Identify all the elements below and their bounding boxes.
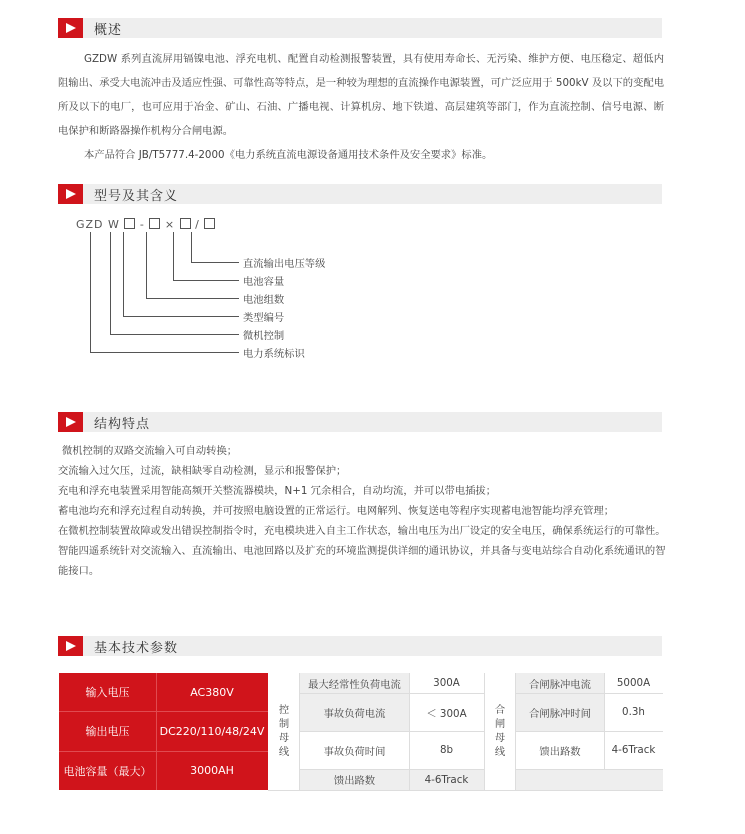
param-value: 8b bbox=[439, 744, 454, 756]
param-value: 5000A bbox=[616, 677, 651, 689]
param-key: 馈出路数 bbox=[300, 769, 409, 790]
model-times: × bbox=[164, 218, 176, 231]
section-title: 基本技术参数 bbox=[94, 641, 179, 656]
feature-list bbox=[58, 441, 668, 581]
param-value: 4-6Track bbox=[611, 744, 656, 756]
divider bbox=[484, 673, 485, 790]
model-label: 电力系统标识 bbox=[243, 348, 305, 360]
play-arrow-icon bbox=[58, 636, 83, 656]
model-label: 电池组数 bbox=[243, 294, 285, 306]
param-value: 4-6Track bbox=[409, 769, 484, 790]
section-title: 结构特点 bbox=[94, 417, 151, 432]
param-key: 事故负荷时间 bbox=[323, 745, 386, 758]
model-label: 直流输出电压等级 bbox=[243, 258, 326, 270]
feature-item: 智能四遥系统针对交流输入、直流输出、电池回路以及扩充的环境监测提供详细的通讯协议，并具备与变电站综合自动化系统通讯的智能接口。 bbox=[58, 545, 666, 577]
section-title: 型号及其含义 bbox=[94, 189, 179, 204]
model-prefix: GZD bbox=[76, 218, 104, 231]
divider bbox=[268, 790, 663, 791]
feature-item: 充电和浮充电装置采用智能高频开关整流器模块，N+1 冗余相合，自动均流，并可以带电插拔； bbox=[58, 485, 497, 497]
param-value: 300A bbox=[433, 677, 460, 689]
param-key: 合闸脉冲电流 bbox=[516, 673, 604, 693]
overview-paragraph: GZDW 系列直流屏用镉镍电池、浮充电机、配置自动检测报警装置，具有使用寿命长、无污染、维护方便、电压稳定、超低内阻输出、承受大电流冲击及适应性强、可靠性高等特点，是一种较为理想的直流操作电源装置，可广泛应用于 500kV 及以下的变配电所及以下的电厂，也可应用于冶金、矿山、石油、广播电视、计算机房、地下铁道、高层建筑等部门，作为直流控制、信号电源、断电保护和断路器操作机构分合闸电源。 bbox=[58, 53, 664, 137]
model-label: 微机控制 bbox=[243, 330, 285, 342]
empty-cell bbox=[516, 769, 663, 790]
param-key: 输入电压 bbox=[59, 673, 156, 711]
model-slash: / bbox=[195, 218, 200, 231]
section-title: 概述 bbox=[94, 23, 123, 38]
param-key: 合闸脉冲时间 bbox=[516, 693, 604, 731]
param-value: DC220/110/48/24V bbox=[156, 711, 268, 751]
overview-standard: 本产品符合 JB/T5777.4-2000《电力系统直流电源设备通用技术条件及安全要求》标准。 bbox=[84, 149, 493, 161]
param-key: 最大经常性负荷电流 bbox=[300, 673, 409, 693]
group-label-control-bus: 控制母线 bbox=[278, 704, 290, 758]
section-header-params bbox=[58, 636, 662, 656]
feature-item: 蓄电池均充和浮充过程自动转换，并可按照电脑设置的正常运行。电网解列、恢复送电等程序实现蓄电池智能均浮充管理； bbox=[58, 505, 615, 517]
placeholder-box-icon bbox=[124, 218, 135, 229]
model-w: W bbox=[108, 218, 120, 231]
model-label: 电池容量 bbox=[243, 276, 285, 288]
section-header-overview bbox=[58, 18, 662, 38]
play-arrow-icon bbox=[58, 18, 83, 38]
section-header-structure bbox=[58, 412, 662, 432]
model-code bbox=[76, 218, 215, 231]
model-label: 类型编号 bbox=[243, 312, 285, 324]
section-header-model bbox=[58, 184, 662, 204]
param-key: 馈出路数 bbox=[539, 745, 581, 758]
divider bbox=[516, 769, 663, 770]
divider bbox=[156, 673, 157, 790]
divider bbox=[300, 769, 484, 770]
divider bbox=[59, 751, 268, 752]
param-value: 0.3h bbox=[622, 706, 645, 718]
divider bbox=[409, 673, 410, 790]
play-arrow-icon bbox=[58, 184, 83, 204]
feature-item: 微机控制的双路交流输入可自动转换； bbox=[62, 445, 238, 457]
overview-text bbox=[58, 47, 664, 167]
placeholder-box-icon bbox=[204, 218, 215, 229]
param-value: ＜ 300A bbox=[426, 707, 467, 720]
divider bbox=[516, 693, 663, 694]
model-dash: - bbox=[139, 218, 145, 231]
divider bbox=[604, 673, 605, 769]
placeholder-box-icon bbox=[149, 218, 160, 229]
model-connector bbox=[90, 232, 239, 353]
param-value: AC380V bbox=[156, 673, 268, 711]
feature-item: 交流输入过欠压，过流，缺相缺零自动检测，显示和报警保护； bbox=[58, 465, 347, 477]
group-label-closing-bus: 合闸母线 bbox=[494, 704, 506, 758]
param-value: 3000AH bbox=[156, 751, 268, 790]
divider bbox=[300, 693, 484, 694]
param-key: 事故负荷电流 bbox=[300, 693, 409, 731]
divider bbox=[59, 711, 268, 712]
param-key: 电池容量（最大） bbox=[59, 751, 156, 790]
params-table bbox=[59, 673, 663, 790]
placeholder-box-icon bbox=[180, 218, 191, 229]
divider bbox=[300, 731, 484, 732]
param-key: 输出电压 bbox=[59, 711, 156, 751]
play-arrow-icon bbox=[58, 412, 83, 432]
feature-item: 在微机控制装置故障或发出错误控制指令时，充电模块进入自主工作状态，输出电压为出厂设定的安全电压，确保系统运行的可靠性。 bbox=[58, 525, 666, 537]
divider bbox=[516, 731, 663, 732]
